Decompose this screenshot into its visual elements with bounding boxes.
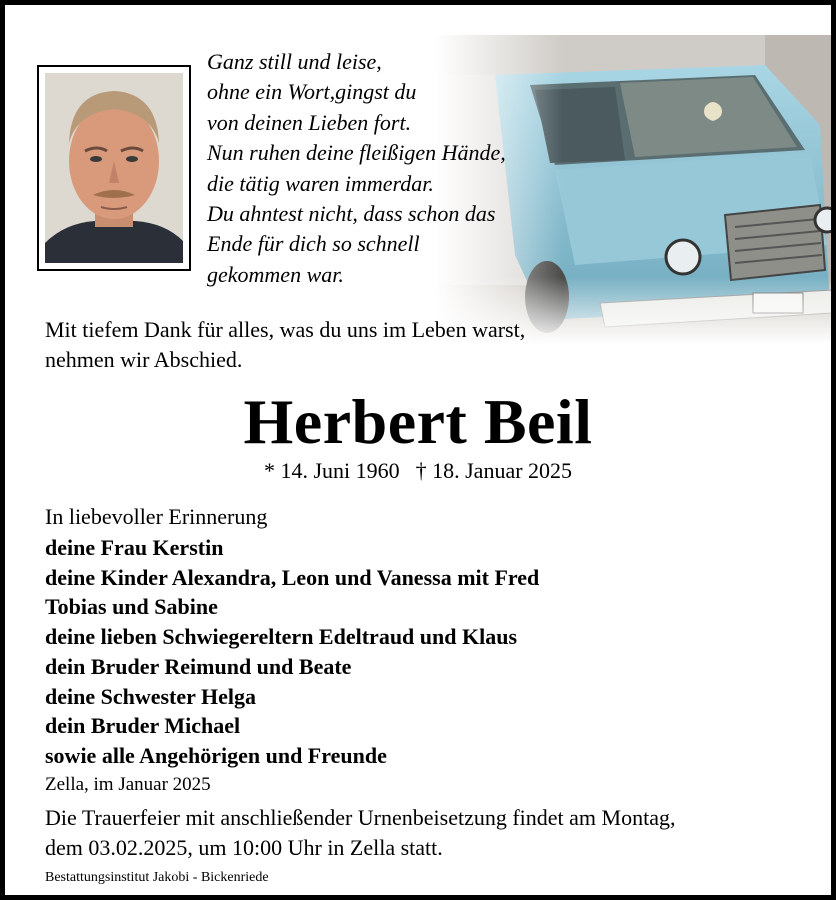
mourner-line: Tobias und Sabine bbox=[45, 594, 218, 620]
poem-line: ohne ein Wort,gingst du bbox=[207, 79, 417, 105]
mourner-line: deine lieben Schwiegereltern Edeltraud und Klaus bbox=[45, 624, 518, 650]
memory-intro: In liebevoller Erinnerung bbox=[45, 504, 268, 529]
mourner-line: sowie alle Angehörigen und Freunde bbox=[45, 742, 387, 768]
portrait-photo bbox=[37, 65, 191, 271]
poem-line: Du ahntest nicht, dass schon das bbox=[207, 201, 496, 227]
poem-line: Ende für dich so schnell bbox=[207, 231, 420, 257]
mourner-line: deine Frau Kerstin bbox=[45, 535, 224, 560]
place-date: Zella, im Januar 2025 bbox=[45, 774, 211, 795]
funeral-service-info bbox=[45, 803, 675, 863]
poem-line: Nun ruhen deine fleißigen Hände, bbox=[207, 140, 506, 166]
portrait-illustration bbox=[45, 73, 183, 263]
service-line: dem 03.02.2025, um 10:00 Uhr in Zella statt. bbox=[45, 835, 443, 860]
mourners-list bbox=[45, 533, 539, 771]
mourner-line: deine Schwester Helga bbox=[45, 683, 257, 709]
memorial-poem bbox=[207, 47, 506, 290]
farewell-text bbox=[45, 315, 525, 375]
mourner-line: deine Kinder Alexandra, Leon und Vanessa mit Fred bbox=[45, 564, 540, 590]
poem-line: von deinen Lieben fort. bbox=[207, 109, 412, 135]
mourner-line: dein Bruder Reimund und Beate bbox=[45, 653, 352, 679]
undertaker-credit: Bestattungsinstitut Jakobi - Bickenriede bbox=[45, 870, 269, 885]
birth-date: * 14. Juni 1960 bbox=[263, 458, 400, 483]
life-dates bbox=[5, 457, 831, 485]
mourner-line: dein Bruder Michael bbox=[45, 713, 241, 739]
service-line: Die Trauerfeier mit anschließender Urnenbeisetzung findet am Montag, bbox=[45, 805, 676, 830]
poem-line: Ganz still und leise, bbox=[207, 49, 382, 74]
poem-line: die tätig waren immerdar. bbox=[207, 170, 434, 196]
farewell-line: Mit tiefem Dank für alles, was du uns im Leben warst, bbox=[45, 317, 526, 342]
death-date: † 18. Januar 2025 bbox=[415, 458, 573, 483]
poem-line: gekommen war. bbox=[207, 261, 344, 287]
deceased-name: Herbert Beil bbox=[243, 386, 593, 457]
farewell-line: nehmen wir Abschied. bbox=[45, 347, 243, 372]
